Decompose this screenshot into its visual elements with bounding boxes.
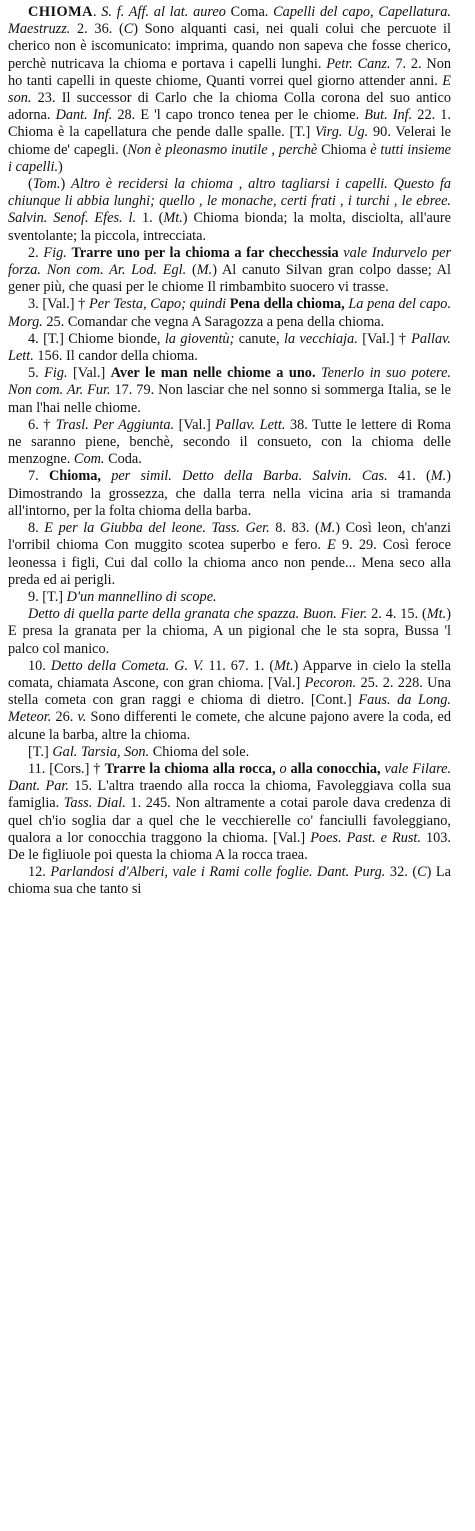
text-run-i: Capelli del capo, Capellatura. Maestruzz. (8, 4, 451, 38)
text-run-i: Fig. (43, 244, 67, 261)
text-run-i: La pena del capo. Morg. (8, 296, 452, 330)
text-run-i: C (417, 864, 427, 881)
text-run: 11. 67. 1. ( (203, 657, 275, 674)
text-run-i: v. (77, 709, 87, 726)
text-run: 38. Tutte le lettere di Roma ne saranno piene, benchè, secondo il consueto, con la chioma delle menzogne. (8, 416, 452, 468)
text-run-i: C (123, 21, 134, 38)
text-run: [Val.] (67, 365, 111, 382)
text-run-i: Trasl. Per Aggiunta. (55, 416, 175, 433)
text-run: [T.] (28, 743, 53, 760)
text-run-i: Gal. Tarsia, Son. (52, 743, 150, 760)
entry-paragraph-sense-7 (8, 468, 451, 520)
text-run-i: M. (319, 520, 336, 537)
text-run: ) (60, 176, 72, 193)
entry-paragraph-sense-6 (8, 417, 451, 469)
text-run-b: Chioma, (48, 468, 101, 485)
text-run: 9. 29. Così feroce leonessa i figli, Cui dal collo la chioma anco non pende... Mena seco alla preda ed ai perigli. (8, 537, 452, 588)
text-run: 103. De le figliuole poi questa la chioma A la rocca traea. (8, 829, 451, 863)
text-run: Coda. (104, 451, 142, 468)
text-run-i: Tenerlo in suo potere. Non com. Ar. Fur. (8, 365, 452, 399)
text-run: Chioma del sole. (149, 743, 250, 760)
text-run-b: Pena della chioma, (229, 296, 345, 313)
text-run: 25. Comandar che vegna A Saragozza a pena della chioma. (42, 313, 385, 330)
entry-paragraph-sense-5 (8, 365, 451, 417)
text-run-b: Trarre uno per la chioma a far checchessia (71, 244, 339, 261)
text-run: ) Chioma bionda; la molta, disciolta, all'aure sventolante; la piccola, intrecciata. (8, 210, 451, 244)
text-run-i: Pallav. Lett. (215, 416, 286, 433)
text-run-i: Com. (73, 451, 105, 468)
text-run (101, 468, 111, 484)
text-run-i: Virg. Ug. (315, 124, 369, 141)
text-run: ) E presa la granata per la chioma, A un pigional che le sta sopra, Bussa 'l palco col manico. (8, 606, 451, 657)
text-run: 90. Velerai le chiome de' capegli. ( (8, 124, 451, 158)
text-run: 12. (28, 864, 51, 881)
text-run: [Val.] † (357, 330, 412, 347)
text-run: 32. ( (385, 864, 418, 881)
text-run-sc: CHIOMA (28, 4, 93, 20)
text-run: 8. 83. ( (269, 520, 320, 537)
text-run-i: S. f. Aff. al lat. aureo (101, 4, 231, 20)
text-run: ( (28, 176, 33, 193)
text-run-i: o (279, 760, 287, 777)
text-run: 7. 2. Non ho tanti capelli in queste chiome, Quanti vorrei quel giorno attender anni. (8, 55, 451, 89)
text-run-i: Non è pleonasmo inutile , perchè (127, 141, 318, 158)
text-run: 23. Il successor di Carlo che la chioma Colla corona del suo antico adorna. (8, 90, 451, 124)
text-run-i: Fig. (44, 365, 68, 382)
text-run-i: Pecoron. (304, 674, 357, 691)
text-run: 1. ( (136, 210, 164, 227)
text-run-i: vale Filare. Dant. Par. (8, 760, 452, 795)
text-run: ) (58, 158, 63, 175)
text-run-i: la gioventù; (164, 330, 235, 347)
entry-paragraph-sense-11 (8, 761, 451, 864)
text-run-i: Poes. Past. e Rust. (310, 829, 421, 846)
text-run-i: M. (430, 468, 447, 485)
text-run: 22. 1. Chioma è la capellatura che pende dalle spalle. [T.] (8, 107, 451, 141)
text-run-i: Parlandosi d'Alberi, vale i Rami colle foglie. Dant. Purg. (50, 864, 386, 881)
text-run: 156. Il candor della chioma. (33, 348, 198, 365)
text-run: 17. 79. Non lasciar che nel sonno si sommerga Italia, se le man l'hai nelle chiome. (8, 382, 451, 416)
text-run-i: Dant. Inf. (55, 107, 113, 124)
text-run: 10. (28, 657, 51, 674)
text-run: 8. (28, 520, 45, 537)
text-run-i: But. Inf. (364, 107, 413, 124)
text-run-i: Mt. (163, 210, 183, 227)
text-run-i: D'un mannellino di scope. (66, 588, 217, 605)
entry-paragraph-sense-3 (8, 296, 451, 330)
text-run-i: M. (196, 262, 213, 279)
text-run: 26. (51, 709, 78, 726)
text-run-i: Mt. (426, 606, 447, 623)
text-run: 41. ( (387, 468, 431, 485)
text-run: 15. L'altra traendo alla rocca la chioma, Favoleggiava colla sua famiglia. (8, 778, 452, 812)
text-run-i: E (327, 537, 336, 554)
text-run-b: Trarre la chioma alla rocca, (104, 760, 276, 777)
text-run: 11. [Cors.] † (28, 760, 105, 777)
text-run-i: la vecchiaja. (284, 330, 358, 347)
entry-paragraph-sense-10 (8, 658, 451, 744)
text-run-i: E son. (8, 72, 451, 107)
text-run-i: Petr. Canz. (326, 55, 391, 72)
text-run-i: Detto di quella parte della granata che spazza. Buon. Fier. (28, 606, 368, 623)
text-run: 2. 36. ( (70, 21, 124, 38)
entry-paragraph-sense-10-note (8, 744, 451, 761)
text-run: ) Così leon, ch'anzi l'orribil chioma Con muggito scotea superbo e fero. (8, 520, 452, 554)
text-run-i: Tass. Dial. (63, 795, 126, 812)
entry-paragraph-sense-4 (8, 331, 451, 365)
entry-paragraph-sense-9 (8, 589, 451, 606)
entry-paragraph-sense-12 (8, 864, 451, 898)
text-run: 5. (28, 365, 45, 382)
text-run-i: è tutti insieme i capelli. (8, 141, 451, 175)
text-run: [Val.] (174, 416, 216, 433)
text-run: ( (186, 262, 197, 279)
text-run-i: per simil. Detto della Barba. Salvin. Cas. (111, 468, 388, 485)
text-run: 9. [T.] (28, 588, 67, 605)
text-run-i: Faus. da Long. Meteor. (8, 692, 451, 726)
text-run: 25. 2. 228. Una stella cometa con gran raggi e chioma di dietro. [Cont.] (8, 674, 452, 709)
text-run: canute, (234, 330, 285, 347)
text-run: . (92, 4, 102, 20)
text-run: ) Apparve in cielo la stella comata, chiamata Ascone, con gran chioma. [Val.] (8, 657, 451, 691)
entry-paragraph-sense-2 (8, 245, 451, 297)
text-run: 1. 245. Non altramente a cotai parole dava credenza di quel ch'io soglia dar a quel che le vecchierelle co' fanciulli favoleggiano, qualora a lor conocchia traggono la chioma. [Val.] (8, 795, 452, 846)
entry-paragraph-definition (8, 4, 451, 176)
text-run: Coma. (230, 4, 274, 20)
text-run: 6. † (28, 416, 56, 433)
text-run-b: alla conocchia, (290, 760, 381, 777)
text-run-i: E per la Giubba del leone. Tass. Ger. (44, 520, 270, 537)
entry-paragraph-tom-note (8, 176, 451, 245)
text-run: 2. 4. 15. ( (367, 606, 427, 623)
text-run-i: Mt. (274, 657, 294, 674)
entry-paragraph-sense-9-detail (8, 606, 451, 658)
text-run: ) Al canuto Silvan gran colpo dasse; Al gener più, che quasi per le chiome Il rimbambito suocero vi trasse. (8, 262, 451, 296)
text-run: 28. E 'l capo tronco tenea per le chiome. (112, 107, 365, 124)
text-run: Chioma (317, 141, 371, 158)
text-run-i: Per Testa, Capo; quindi (89, 296, 227, 313)
text-run: Sono differenti le comete, che alcune pajono avere la coda, ed alcune la barba, altre la chioma. (8, 709, 451, 743)
text-run: 7. (28, 468, 49, 485)
text-run-i: Detto della Cometa. G. V. (50, 657, 204, 674)
text-run-i: vale Indurvelo per forza. Non com. Ar. Lod. Egl. (8, 244, 452, 279)
text-run: ) Dimostrando la grossezza, che dalla terra nella vicina aria si tramanda all'intorno, per la folta chioma della barba. (8, 468, 452, 519)
text-run-b: Aver le man nelle chiome a uno. (110, 365, 316, 382)
text-run-i: Tom. (32, 176, 61, 193)
text-run-i: Altro è recidersi la chioma , altro tagliarsi i capelli. Questo fa chiunque li abbia lunghi; quello , le monache, certi frati , i turchi , le ebree. Salvin. Senof. Efes. l. (8, 176, 451, 227)
entry-paragraph-sense-8 (8, 520, 451, 589)
text-run: ) La chioma sua che tanto si (8, 864, 452, 898)
text-run: 2. (28, 244, 44, 261)
text-run: 4. [T.] Chiome bionde, (28, 330, 165, 347)
text-run: ) Sono alquanti casi, nei quali colui che percuote il cherico non è iscomunicato: imprima, quando non sapeva che fosse cherico, perchè nutricava la chioma e portava i capelli lunghi. (8, 21, 451, 72)
text-run-i: Pallav. Lett. (8, 330, 452, 365)
text-run: 3. [Val.] † (28, 296, 90, 313)
